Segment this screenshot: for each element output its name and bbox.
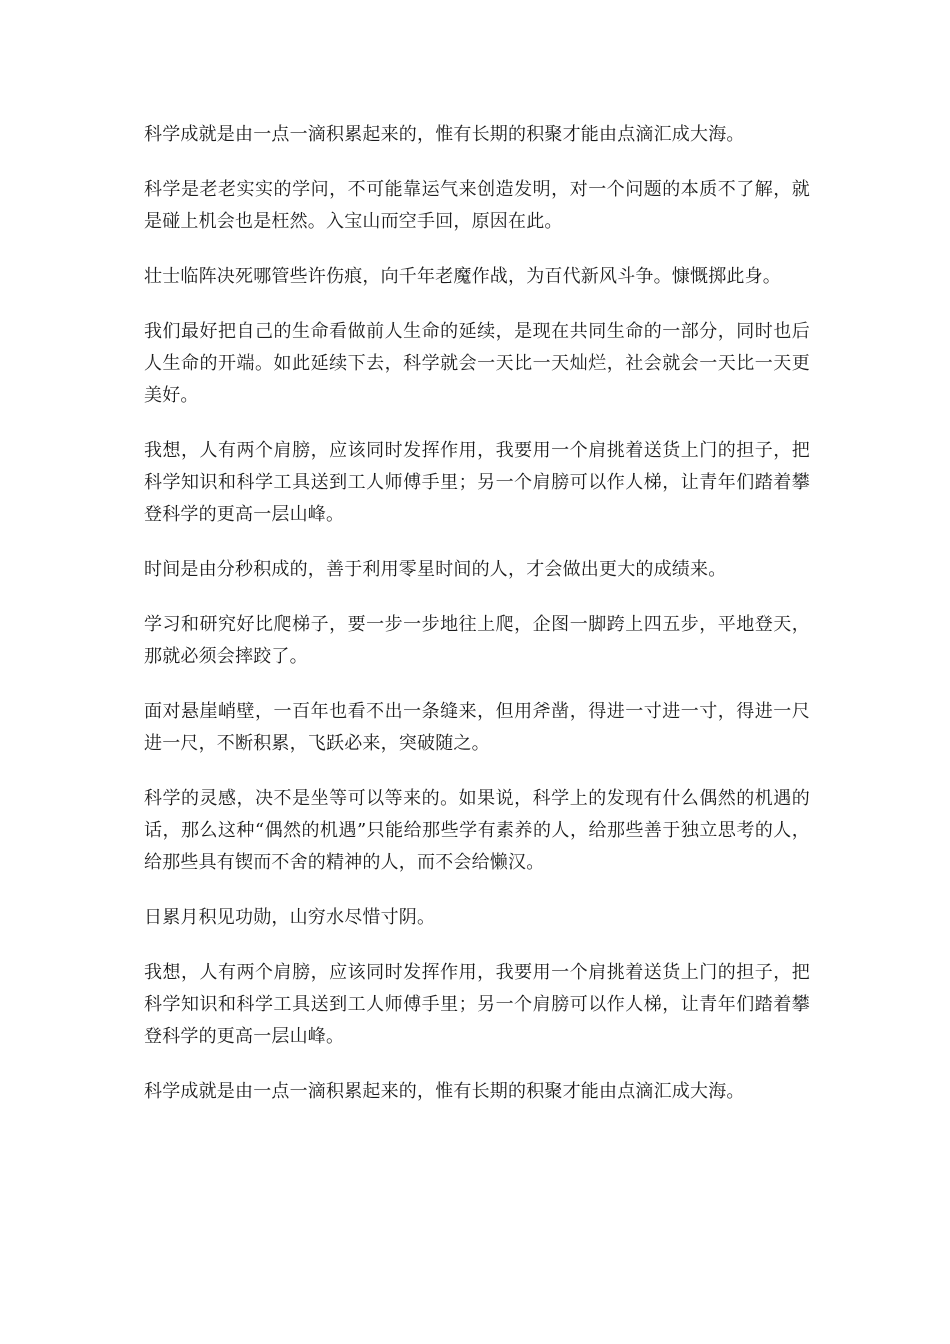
paragraph: 科学的灵感，决不是坐等可以等来的。如果说，科学上的发现有什么偶然的机遇的话，那么这种“偶然的机遇”只能给那些学有素养的人，给那些善于独立思考的人，给那些具有锲而不舍的精神的人，而不会给懒汉。 — [144, 788, 810, 873]
paragraph: 学习和研究好比爬梯子，要一步一步地往上爬，企图一脚跨上四五步，平地登天，那就必须会摔跤了。 — [144, 614, 810, 667]
paragraph: 面对悬崖峭壁，一百年也看不出一条缝来，但用斧凿，得进一寸进一寸，得进一尺进一尺，不断积累，飞跃必来，突破随之。 — [144, 701, 810, 754]
paragraph: 日累月积见功勋，山穷水尽惜寸阴。 — [144, 907, 436, 928]
document-body — [144, 119, 810, 1131]
paragraph: 壮士临阵决死哪管些许伤痕，向千年老魔作战，为百代新风斗争。慷慨掷此身。 — [144, 266, 781, 287]
paragraph: 时间是由分秒积成的，善于利用零星时间的人，才会做出更大的成绩来。 — [144, 559, 727, 580]
paragraph: 我想，人有两个肩膀，应该同时发挥作用，我要用一个肩挑着送货上门的担子，把科学知识和科学工具送到工人师傅手里；另一个肩膀可以作人梯，让青年们踏着攀登科学的更高一层山峰。 — [144, 962, 810, 1047]
paragraph: 科学是老老实实的学问，不可能靠运气来创造发明，对一个问题的本质不了解，就是碰上机会也是枉然。入宝山而空手回，原因在此。 — [144, 179, 810, 232]
paragraph: 科学成就是由一点一滴积累起来的，惟有长期的积聚才能由点滴汇成大海。 — [144, 124, 745, 145]
paragraph: 我们最好把自己的生命看做前人生命的延续，是现在共同生命的一部分，同时也后人生命的开端。如此延续下去，科学就会一天比一天灿烂，社会就会一天比一天更美好。 — [144, 321, 810, 406]
paragraph: 科学成就是由一点一滴积累起来的，惟有长期的积聚才能由点滴汇成大海。 — [144, 1081, 745, 1102]
paragraph: 我想，人有两个肩膀，应该同时发挥作用，我要用一个肩挑着送货上门的担子，把科学知识和科学工具送到工人师傅手里；另一个肩膀可以作人梯，让青年们踏着攀登科学的更高一层山峰。 — [144, 440, 810, 525]
